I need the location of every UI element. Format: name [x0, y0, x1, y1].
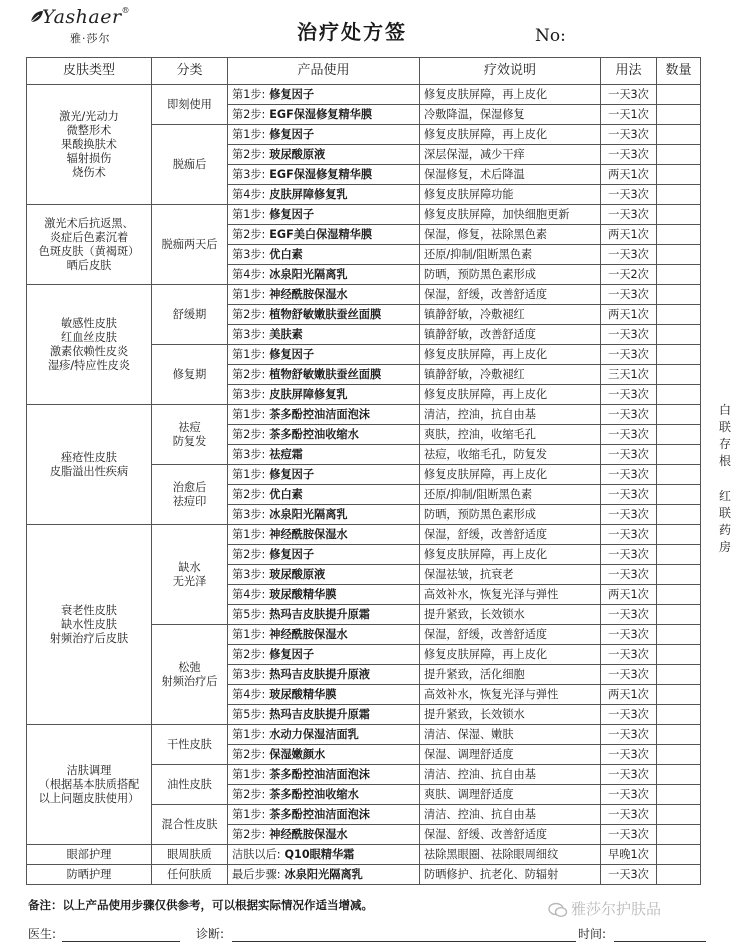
- product-name: 冰泉阳光隔离乳: [269, 267, 348, 281]
- step-label: 第3步:: [232, 327, 266, 341]
- effect-cell: 修复皮肤屏障，再上皮化: [420, 345, 601, 365]
- usage-cell: 一天3次: [601, 125, 657, 145]
- effect-cell: 清洁、控油、抗自由基: [420, 805, 601, 825]
- time-label: 时间:: [578, 927, 607, 941]
- product-cell: [228, 165, 420, 185]
- product-cell: [228, 525, 420, 545]
- quantity-cell[interactable]: [657, 685, 701, 705]
- step-label: 第3步:: [232, 167, 266, 181]
- step-label: 第2步:: [232, 487, 266, 501]
- product-name: 冰泉阳光隔离乳: [269, 507, 348, 521]
- usage-cell: 一天3次: [601, 205, 657, 225]
- step-label: 第4步:: [232, 687, 266, 701]
- category-cell: 缺水 无光泽: [152, 525, 228, 625]
- product-cell: [228, 465, 420, 485]
- quantity-cell[interactable]: [657, 125, 701, 145]
- step-label: 第2步:: [232, 107, 266, 121]
- category-cell: 干性皮肤: [152, 725, 228, 765]
- quantity-cell[interactable]: [657, 105, 701, 125]
- effect-cell: 保湿，舒缓，改善舒适度: [420, 285, 601, 305]
- product-name: 热玛吉皮肤提升原液: [269, 667, 370, 681]
- signature-row: [28, 925, 718, 947]
- usage-cell: 一天3次: [601, 185, 657, 205]
- category-cell: 脱痂两天后: [152, 205, 228, 285]
- product-name: 皮肤屏障修复乳: [269, 187, 348, 201]
- diagnosis-label: 诊断:: [196, 927, 225, 941]
- effect-cell: 清洁、控油、抗自由基: [420, 765, 601, 785]
- product-name: 植物舒敏嫩肤蚕丝面膜: [269, 367, 382, 381]
- step-label: 最后步骤:: [232, 867, 281, 881]
- table-row: [27, 405, 701, 425]
- col-quantity: 数量: [657, 58, 701, 85]
- effect-cell: 提升紧致，长效锁水: [420, 605, 601, 625]
- usage-cell: 早晚1次: [601, 845, 657, 865]
- product-name: 热玛吉皮肤提升原霜: [269, 707, 370, 721]
- step-label: 第3步:: [232, 507, 266, 521]
- product-name: 神经酰胺保湿水: [269, 287, 348, 301]
- effect-cell: 深层保湿，减少干痒: [420, 145, 601, 165]
- product-cell: [228, 485, 420, 505]
- effect-cell: 冷敷降温，保湿修复: [420, 105, 601, 125]
- effect-cell: 镇静舒敏，冷敷褪红: [420, 305, 601, 325]
- product-name: EGF美白保湿精华膜: [269, 227, 373, 241]
- effect-cell: 镇静舒敏，改善舒适度: [420, 325, 601, 345]
- effect-cell: 保湿、调理舒适度: [420, 745, 601, 765]
- product-cell: [228, 225, 420, 245]
- product-cell: [228, 785, 420, 805]
- table-row: [27, 285, 701, 305]
- effect-cell: 防晒，预防黑色素形成: [420, 265, 601, 285]
- usage-cell: 一天3次: [601, 85, 657, 105]
- skin-type-cell: 眼部护理: [27, 845, 152, 865]
- category-cell: 松弛 射频治疗后: [152, 625, 228, 725]
- effect-cell: 修复皮肤屏障，再上皮化: [420, 545, 601, 565]
- effect-cell: 修复皮肤屏障，再上皮化: [420, 125, 601, 145]
- effect-cell: 爽肤，控油，收缩毛孔: [420, 425, 601, 445]
- effect-cell: 还原/抑制/阻断黑色素: [420, 485, 601, 505]
- product-cell: [228, 825, 420, 845]
- product-name: 神经酰胺保湿水: [269, 527, 348, 541]
- usage-cell: 一天3次: [601, 465, 657, 485]
- step-label: 第5步:: [232, 607, 266, 621]
- product-name: 茶多酚控油收缩水: [269, 787, 359, 801]
- step-label: 第3步:: [232, 667, 266, 681]
- quantity-cell[interactable]: [657, 265, 701, 285]
- effect-cell: 提升紧致，活化细胞: [420, 665, 601, 685]
- step-label: 第5步:: [232, 707, 266, 721]
- step-label: 洁肤以后:: [232, 847, 281, 861]
- effect-cell: 镇静舒敏，冷敷褪红: [420, 365, 601, 385]
- skin-type-cell: 敏感性皮肤 红血丝皮肤 激素依赖性皮炎 湿疹/特应性皮炎: [27, 285, 152, 405]
- quantity-cell[interactable]: [657, 665, 701, 685]
- quantity-cell[interactable]: [657, 285, 701, 305]
- usage-cell: 一天2次: [601, 265, 657, 285]
- product-name: 保湿嫩颜水: [269, 747, 326, 761]
- product-name: 茶多酚控油洁面泡沫: [269, 807, 370, 821]
- doctor-field[interactable]: [28, 925, 56, 942]
- quantity-cell[interactable]: [657, 245, 701, 265]
- effect-cell: 修复皮肤屏障，再上皮化: [420, 465, 601, 485]
- product-name: 水动力保湿洁面乳: [269, 727, 359, 741]
- usage-cell: 两天1次: [601, 165, 657, 185]
- usage-cell: 一天3次: [601, 565, 657, 585]
- product-name: 皮肤屏障修复乳: [269, 387, 348, 401]
- usage-cell: 一天3次: [601, 245, 657, 265]
- effect-cell: 保湿祛皱，抗衰老: [420, 565, 601, 585]
- product-cell: [228, 445, 420, 465]
- col-product: 产品使用: [228, 58, 420, 85]
- quantity-cell[interactable]: [657, 305, 701, 325]
- usage-cell: 一天3次: [601, 865, 657, 885]
- step-label: 第2步:: [232, 647, 266, 661]
- quantity-cell[interactable]: [657, 845, 701, 865]
- product-cell: [228, 685, 420, 705]
- usage-cell: 一天3次: [601, 545, 657, 565]
- logo-wordmark: Yashaer®: [42, 6, 131, 28]
- quantity-cell[interactable]: [657, 805, 701, 825]
- quantity-cell[interactable]: [657, 365, 701, 385]
- quantity-cell[interactable]: [657, 745, 701, 765]
- skin-type-cell: 激光术后抗返黑、 炎症后色素沉着 色斑皮肤（黄褐斑） 晒后皮肤: [27, 205, 152, 285]
- col-category: 分类: [152, 58, 228, 85]
- usage-cell: 一天1次: [601, 105, 657, 125]
- product-cell: [228, 345, 420, 365]
- watermark: [548, 898, 661, 919]
- effect-cell: 防晒修护、抗老化、防辐射: [420, 865, 601, 885]
- category-cell: 任何肤质: [152, 865, 228, 885]
- quantity-cell[interactable]: [657, 345, 701, 365]
- usage-cell: 一天3次: [601, 445, 657, 465]
- effect-cell: 还原/抑制/阻断黑色素: [420, 245, 601, 265]
- prescription-table: [26, 57, 701, 885]
- step-label: 第2步:: [232, 747, 266, 761]
- step-label: 第2步:: [232, 827, 266, 841]
- usage-cell: 一天3次: [601, 345, 657, 365]
- step-label: 第1步:: [232, 727, 266, 741]
- skin-type-cell: 激光/光动力 微整形术 果酸换肤术 辐射损伤 烧伤术: [27, 85, 152, 205]
- quantity-cell[interactable]: [657, 405, 701, 425]
- usage-cell: 一天3次: [601, 745, 657, 765]
- product-name: 玻尿酸精华膜: [269, 687, 337, 701]
- product-cell: [228, 385, 420, 405]
- product-cell: [228, 725, 420, 745]
- product-name: 茶多酚控油洁面泡沫: [269, 407, 370, 421]
- skin-type-cell: 洁肤调理 （根据基本肤质搭配 以上问题皮肤使用）: [27, 725, 152, 845]
- col-skin-type: 皮肤类型: [27, 58, 152, 85]
- product-name: 茶多酚控油洁面泡沫: [269, 767, 370, 781]
- product-cell: [228, 205, 420, 225]
- product-cell: [228, 325, 420, 345]
- step-label: 第3步:: [232, 387, 266, 401]
- logo-chinese: 雅·莎尔: [70, 32, 111, 45]
- usage-cell: 一天3次: [601, 425, 657, 445]
- effect-cell: 修复皮肤屏障，再上皮化: [420, 385, 601, 405]
- quantity-cell[interactable]: [657, 165, 701, 185]
- quantity-cell[interactable]: [657, 325, 701, 345]
- product-name: 优白素: [269, 487, 303, 501]
- product-cell: [228, 265, 420, 285]
- step-label: 第2步:: [232, 367, 266, 381]
- quantity-cell[interactable]: [657, 145, 701, 165]
- usage-cell: 一天3次: [601, 505, 657, 525]
- product-name: 修复因子: [269, 647, 315, 661]
- effect-cell: 高效补水，恢复光泽与弹性: [420, 585, 601, 605]
- step-label: 第2步:: [232, 227, 266, 241]
- product-name: 修复因子: [269, 207, 315, 221]
- usage-cell: 一天3次: [601, 325, 657, 345]
- skin-type-cell: 痤疮性皮肤 皮脂溢出性疾病: [27, 405, 152, 525]
- usage-cell: 三天1次: [601, 365, 657, 385]
- category-cell: 治愈后 祛痘印: [152, 465, 228, 525]
- effect-cell: 修复皮肤屏障，再上皮化: [420, 85, 601, 105]
- watermark-text: 雅莎尔护肤品: [571, 900, 662, 918]
- product-name: 茶多酚控油收缩水: [269, 427, 359, 441]
- usage-cell: 两天1次: [601, 585, 657, 605]
- step-label: 第4步:: [232, 587, 266, 601]
- product-cell: [228, 405, 420, 425]
- doctor-label: 医生:: [28, 927, 57, 941]
- usage-cell: 一天3次: [601, 605, 657, 625]
- product-name: EGF保湿修复精华膜: [269, 167, 373, 181]
- step-label: 第1步:: [232, 527, 266, 541]
- table-row: [27, 845, 701, 865]
- table-body: [27, 85, 701, 885]
- table-row: [27, 865, 701, 885]
- usage-cell: 一天3次: [601, 805, 657, 825]
- quantity-cell[interactable]: [657, 565, 701, 585]
- product-cell: [228, 565, 420, 585]
- side-label-red-pharmacy: 红 联 药 房: [718, 489, 731, 554]
- usage-cell: 一天3次: [601, 385, 657, 405]
- chat-bubble-icon: [548, 902, 568, 918]
- effect-cell: 保湿，舒缓，改善舒适度: [420, 525, 601, 545]
- quantity-cell[interactable]: [657, 625, 701, 645]
- product-name: 植物舒敏嫩肤蚕丝面膜: [269, 307, 382, 321]
- product-cell: [228, 365, 420, 385]
- brand-logo: [30, 6, 180, 46]
- usage-cell: 一天3次: [601, 485, 657, 505]
- usage-cell: 一天3次: [601, 525, 657, 545]
- effect-cell: 清洁，控油，抗自由基: [420, 405, 601, 425]
- category-cell: 舒缓期: [152, 285, 228, 345]
- step-label: 第2步:: [232, 147, 266, 161]
- quantity-cell[interactable]: [657, 185, 701, 205]
- skin-type-cell: 衰老性皮肤 缺水性皮肤 射频治疗后皮肤: [27, 525, 152, 725]
- quantity-cell[interactable]: [657, 85, 701, 105]
- product-name: 玻尿酸原液: [269, 147, 326, 161]
- table-row: [27, 205, 701, 225]
- usage-cell: 一天3次: [601, 665, 657, 685]
- effect-cell: 修复皮肤屏障功能: [420, 185, 601, 205]
- product-cell: [228, 805, 420, 825]
- step-label: 第1步:: [232, 807, 266, 821]
- usage-cell: 两天1次: [601, 685, 657, 705]
- category-cell: 祛痘 防复发: [152, 405, 228, 465]
- quantity-cell[interactable]: [657, 645, 701, 665]
- effect-cell: 修复皮肤屏障，再上皮化: [420, 645, 601, 665]
- diagnosis-field[interactable]: [196, 925, 224, 942]
- product-cell: [228, 585, 420, 605]
- quantity-cell[interactable]: [657, 225, 701, 245]
- quantity-cell[interactable]: [657, 765, 701, 785]
- step-label: 第1步:: [232, 127, 266, 141]
- product-name: 冰泉阳光隔离乳: [284, 867, 363, 881]
- quantity-cell[interactable]: [657, 545, 701, 565]
- usage-cell: 两天1次: [601, 225, 657, 245]
- quantity-cell[interactable]: [657, 205, 701, 225]
- quantity-cell[interactable]: [657, 785, 701, 805]
- page-title: 治疗处方签: [297, 20, 407, 44]
- step-label: 第4步:: [232, 267, 266, 281]
- product-cell: [228, 625, 420, 645]
- usage-cell: 一天3次: [601, 705, 657, 725]
- product-cell: [228, 285, 420, 305]
- quantity-cell[interactable]: [657, 705, 701, 725]
- product-cell: [228, 305, 420, 325]
- step-label: 第1步:: [232, 347, 266, 361]
- product-cell: [228, 505, 420, 525]
- category-cell: 混合性皮肤: [152, 805, 228, 845]
- step-label: 第3步:: [232, 247, 266, 261]
- quantity-cell[interactable]: [657, 445, 701, 465]
- category-cell: 眼周肤质: [152, 845, 228, 865]
- table-row: [27, 85, 701, 105]
- step-label: 第1步:: [232, 767, 266, 781]
- step-label: 第2步:: [232, 547, 266, 561]
- product-name: 修复因子: [269, 547, 315, 561]
- product-name: EGF保湿修复精华膜: [269, 107, 373, 121]
- effect-cell: 清洁、保湿、嫩肤: [420, 725, 601, 745]
- product-cell: [228, 665, 420, 685]
- step-label: 第3步:: [232, 567, 266, 581]
- effect-cell: 保湿修复，术后降温: [420, 165, 601, 185]
- table-row: [27, 525, 701, 545]
- product-name: 修复因子: [269, 467, 315, 481]
- product-cell: [228, 705, 420, 725]
- product-name: 美肤素: [269, 327, 303, 341]
- effect-cell: 防晒，预防黑色素形成: [420, 505, 601, 525]
- table-row: [27, 725, 701, 745]
- product-cell: [228, 605, 420, 625]
- side-label-white-stub: 白 联 存 根: [718, 403, 731, 468]
- product-name: 热玛吉皮肤提升原霜: [269, 607, 370, 621]
- skin-type-cell: 防晒护理: [27, 865, 152, 885]
- step-label: 第1步:: [232, 627, 266, 641]
- quantity-cell[interactable]: [657, 485, 701, 505]
- product-cell: [228, 425, 420, 445]
- product-name: 玻尿酸精华膜: [269, 587, 337, 601]
- quantity-cell[interactable]: [657, 425, 701, 445]
- product-cell: [228, 645, 420, 665]
- step-label: 第2步:: [232, 307, 266, 321]
- table-header-row: [27, 58, 701, 85]
- product-name: 修复因子: [269, 347, 315, 361]
- product-name: 神经酰胺保湿水: [269, 827, 348, 841]
- usage-cell: 一天3次: [601, 785, 657, 805]
- step-label: 第1步:: [232, 207, 266, 221]
- usage-cell: 一天3次: [601, 765, 657, 785]
- effect-cell: 保湿，修复，祛除黑色素: [420, 225, 601, 245]
- step-label: 第2步:: [232, 787, 266, 801]
- quantity-cell[interactable]: [657, 605, 701, 625]
- product-name: 神经酰胺保湿水: [269, 627, 348, 641]
- step-label: 第3步:: [232, 447, 266, 461]
- category-cell: 修复期: [152, 345, 228, 405]
- usage-cell: 一天3次: [601, 645, 657, 665]
- product-cell: [228, 845, 420, 865]
- effect-cell: 祛痘，收缩毛孔，防复发: [420, 445, 601, 465]
- quantity-cell[interactable]: [657, 585, 701, 605]
- usage-cell: 两天1次: [601, 305, 657, 325]
- product-cell: [228, 185, 420, 205]
- product-name: 修复因子: [269, 127, 315, 141]
- product-cell: [228, 865, 420, 885]
- product-cell: [228, 765, 420, 785]
- category-cell: 脱痂后: [152, 125, 228, 205]
- effect-cell: 修复皮肤屏障，加快细胞更新: [420, 205, 601, 225]
- product-name: 祛痘霜: [269, 447, 303, 461]
- usage-cell: 一天3次: [601, 825, 657, 845]
- product-cell: [228, 105, 420, 125]
- step-label: 第1步:: [232, 407, 266, 421]
- effect-cell: 保湿，舒缓，改善舒适度: [420, 625, 601, 645]
- quantity-cell[interactable]: [657, 385, 701, 405]
- usage-cell: 一天3次: [601, 145, 657, 165]
- effect-cell: 高效补水，恢复光泽与弹性: [420, 685, 601, 705]
- product-cell: [228, 745, 420, 765]
- usage-cell: 一天3次: [601, 285, 657, 305]
- product-name: 玻尿酸原液: [269, 567, 326, 581]
- category-cell: 即刻使用: [152, 85, 228, 125]
- effect-cell: 保湿、舒缓、改善舒适度: [420, 825, 601, 845]
- quantity-cell[interactable]: [657, 505, 701, 525]
- product-name: Q10眼精华霜: [284, 847, 355, 861]
- remark-note: 备注：以上产品使用步骤仅供参考，可以根据实际情况作适当增减。: [28, 898, 373, 912]
- time-field[interactable]: [578, 925, 606, 942]
- product-cell: [228, 125, 420, 145]
- product-cell: [228, 85, 420, 105]
- step-label: 第1步:: [232, 467, 266, 481]
- product-cell: [228, 545, 420, 565]
- usage-cell: 一天3次: [601, 625, 657, 645]
- quantity-cell[interactable]: [657, 825, 701, 845]
- product-name: 修复因子: [269, 87, 315, 101]
- product-name: 优白素: [269, 247, 303, 261]
- step-label: 第1步:: [232, 287, 266, 301]
- col-effect: 疗效说明: [420, 58, 601, 85]
- step-label: 第2步:: [232, 427, 266, 441]
- quantity-cell[interactable]: [657, 525, 701, 545]
- number-label: No:: [535, 26, 566, 46]
- product-cell: [228, 245, 420, 265]
- quantity-cell[interactable]: [657, 865, 701, 885]
- effect-cell: 祛除黑眼圈、祛除眼周细纹: [420, 845, 601, 865]
- usage-cell: 一天3次: [601, 405, 657, 425]
- effect-cell: 提升紧致，长效锁水: [420, 705, 601, 725]
- step-label: 第4步:: [232, 187, 266, 201]
- col-usage: 用法: [601, 58, 657, 85]
- step-label: 第1步:: [232, 87, 266, 101]
- usage-cell: 一天3次: [601, 725, 657, 745]
- quantity-cell[interactable]: [657, 725, 701, 745]
- effect-cell: 爽肤、调理舒适度: [420, 785, 601, 805]
- quantity-cell[interactable]: [657, 465, 701, 485]
- category-cell: 油性皮肤: [152, 765, 228, 805]
- product-cell: [228, 145, 420, 165]
